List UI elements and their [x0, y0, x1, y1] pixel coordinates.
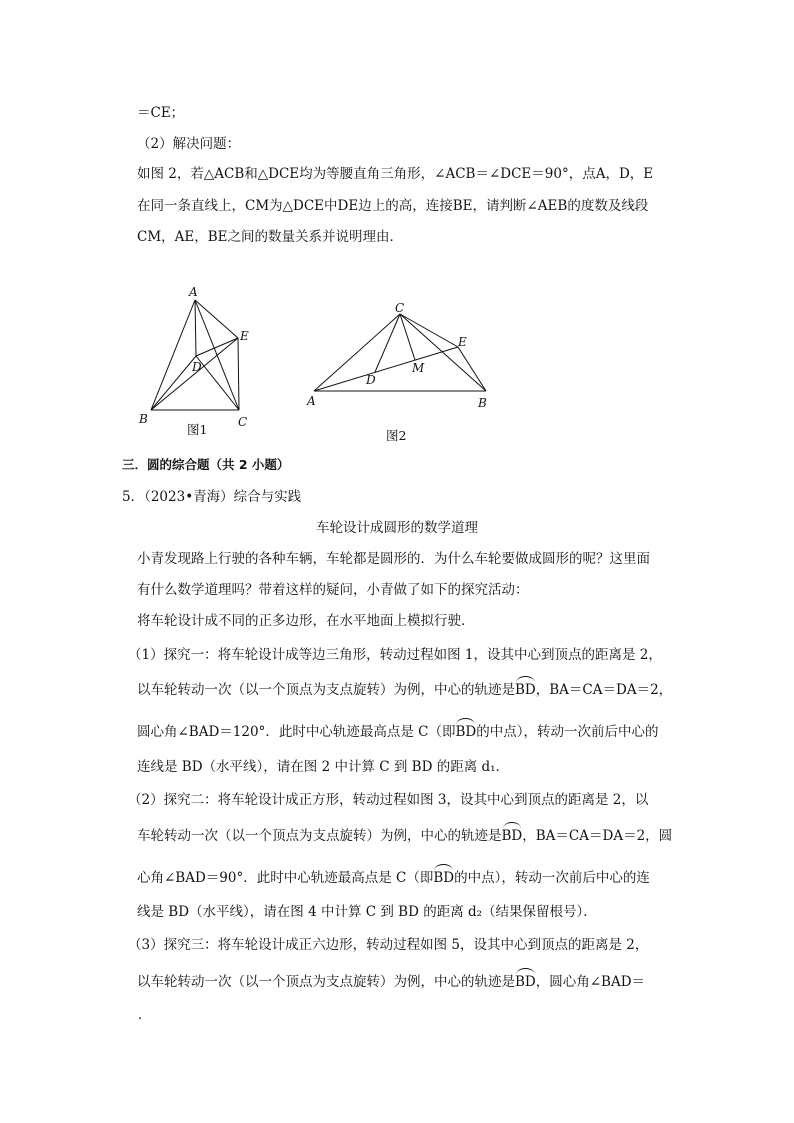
question-5-header: 5．（2023•青海）综合与实践 [122, 489, 302, 505]
arc-bd-5: BD [515, 974, 536, 990]
explore3-b-text2: ，圆心角∠BAD＝ [535, 974, 646, 990]
arc-bd-2: BD [455, 724, 477, 740]
explore2-line-b [137, 826, 672, 846]
explore1-b-text1: 以车轮转动一次（以一个顶点为支点旋转）为例，中心的轨迹是 [137, 682, 515, 698]
explore3-line-b [137, 972, 645, 992]
line-3: 如图 2，若△ACB和△DCE均为等腰直角三角形，∠ACB＝∠DCE＝90°，点A，D，E [137, 166, 654, 182]
line-2: （2）解决问题： [137, 136, 241, 152]
line-4: 在同一条直线上，CM为△DCE中DE边上的高，连接BE，请判断∠AEB的度数及线段 [137, 198, 649, 214]
fig1-label-c: C [238, 415, 248, 429]
arc-bd-1: BD [515, 682, 536, 698]
line-1: ＝CE； [137, 105, 185, 121]
fig1-label-e: E [240, 329, 249, 343]
fig2-label-a: A [307, 394, 316, 408]
fig2-line-ae [314, 347, 458, 391]
fig1-line-dc [196, 356, 239, 410]
figure-2 [300, 298, 500, 448]
fig2-line-eb [458, 347, 486, 391]
fig1-line-ae [195, 300, 238, 338]
fig2-label-d: D [366, 373, 376, 387]
paragraph-line-3: 将车轮设计成不同的正多边形，在水平地面上模拟行驶． [137, 613, 475, 629]
explore1-line-c [137, 722, 658, 742]
line-5: CM，AE，BE之间的数量关系并说明理由． [137, 229, 404, 245]
paragraph-line-2: 有什么数学道理吗？带着这样的疑问，小青做了如下的探究活动： [137, 582, 529, 598]
fig2-label-m: M [412, 361, 425, 375]
paragraph-line-1: 小青发现路上行驶的各种车辆，车轮都是圆形的．为什么车轮要做成圆形的呢？这里面 [137, 551, 650, 567]
explore3-line-c: ． [138, 1007, 152, 1023]
fig2-label-e: E [458, 335, 467, 349]
explore3-line-a: （3）探究三：将车轮设计成正六边形，转动过程如图 5，设其中心到顶点的距离是 2， [128, 937, 649, 953]
arc-bd-4: BD [433, 870, 455, 886]
section-heading: 三．圆的综合题（共 2 小题） [122, 457, 290, 472]
explore2-c-text2: 的中点），转动一次前后中心的连 [454, 870, 650, 886]
explore3-b-text1: 以车轮转动一次（以一个顶点为支点旋转）为例，中心的轨迹是 [137, 974, 515, 990]
explore1-line-d: 连线是 BD（水平线），请在图 2 中计算 C 到 BD 的距离 d₁． [137, 759, 510, 775]
fig1-line-de [196, 338, 238, 356]
explore2-line-d: 线是 BD（水平线），请在图 4 中计算 C 到 BD 的距离 d₂（结果保留根号）． [137, 904, 597, 920]
explore2-line-c [137, 868, 650, 888]
explore1-line-b [137, 680, 672, 700]
fig1-label-b: B [139, 412, 148, 426]
fig1-line-ad [195, 300, 196, 356]
explore2-line-a: （2）探究二：将车轮设计成正方形，转动过程如图 3，设其中心到顶点的距离是 2，以 [128, 792, 649, 808]
fig2-line-ac [314, 314, 400, 391]
fig1-label-a: A [189, 285, 198, 299]
explore1-line-a: （1）探究一：将车轮设计成等边三角形，转动过程如图 1，设其中心到顶点的距离是 2， [128, 647, 662, 663]
fig1-caption: 图1 [187, 422, 208, 437]
question-title: 车轮设计成圆形的数学道理 [316, 520, 478, 536]
fig1-line-bd [151, 356, 196, 410]
fig1-line-ec [238, 338, 239, 410]
explore2-c-text1: 心角∠BAD＝90°．此时中心轨迹最高点是 C（即 [137, 870, 434, 886]
explore2-b-text2: ，BA＝CA＝DA＝2，圆 [522, 828, 673, 844]
explore2-b-text1: 车轮转动一次（以一个顶点为支点旋转）为例，中心的轨迹是 [137, 828, 502, 844]
fig2-label-c: C [395, 301, 405, 315]
arc-bd-3: BD [501, 828, 523, 844]
explore1-c-text1: 圆心角∠BAD＝120°．此时中心轨迹最高点是 C（即 [137, 724, 456, 740]
fig2-caption: 图2 [386, 428, 407, 443]
explore1-c-text2: 的中点），转动一次前后中心的 [476, 724, 659, 740]
explore1-b-text2: ，BA＝CA＝DA＝2， [535, 682, 673, 698]
fig1-label-d: D [192, 360, 202, 374]
fig2-label-b: B [478, 396, 487, 410]
fig1-line-ab [151, 300, 195, 410]
figure-1 [135, 282, 265, 442]
fig2-line-cd [375, 314, 400, 372]
